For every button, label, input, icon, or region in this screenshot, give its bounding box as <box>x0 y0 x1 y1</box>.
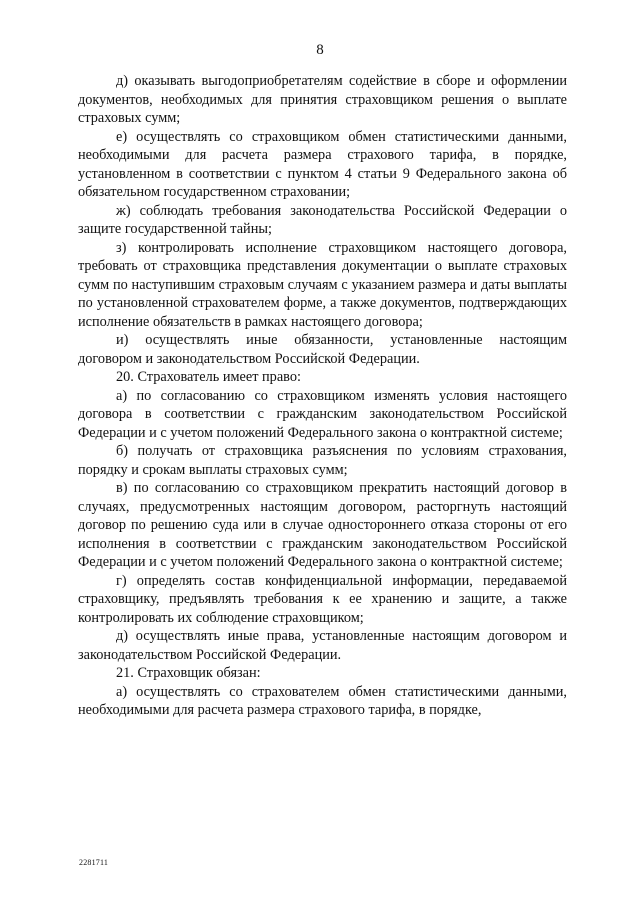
document-code: 2281711 <box>79 858 109 867</box>
page-number: 8 <box>316 42 324 58</box>
body-text <box>78 72 567 720</box>
paragraph-v-terminate-contract: в) по согласованию со страховщиком прекратить настоящий договор в случаях, предусмотренных настоящим договором, расторгнуть настоящий договор по решению суда или в случае одностороннего отказа стороны от его исполнения в соответствии с гражданским законодательством Российской Федерации и с учетом положений Федерального закона о контрактной системе; <box>78 480 567 570</box>
paragraph-i-other-duties: и) осуществлять иные обязанности, установленные настоящим договором и законодательством Российской Федерации. <box>78 332 567 367</box>
paragraph-zh-state-secret: ж) соблюдать требования законодательства Российской Федерации о защите государственной тайны; <box>78 202 567 237</box>
paragraph-g-confidential-info: г) определять состав конфиденциальной информации, передаваемой страховщику, предъявлять требования к ее хранению и защите, а также контролировать их соблюдение страховщиком; <box>78 572 567 626</box>
section-21-heading: 21. Страховщик обязан: <box>116 665 261 681</box>
paragraph-z-control-execution: з) контролировать исполнение страховщиком настоящего договора, требовать от страховщика представления документации о выплате страховых сумм по наступившим страховым случаям с указанием размера и даты выплаты по установленной страхователем форме, а также документов, подтверждающих исполнение обязательств в рамках настоящего договора; <box>78 239 567 330</box>
paragraph-a-change-terms: а) по согласованию со страховщиком изменять условия настоящего договора в соответствии с гражданским законодательством Российской Федерации и с учетом положений Федерального закона о контрактной системе; <box>78 387 567 441</box>
paragraph-b-explanations: б) получать от страховщика разъяснения по условиям страхования, порядку и срокам выплаты страховых сумм; <box>78 443 567 478</box>
paragraph-e-statistics-exchange: е) осуществлять со страховщиком обмен статистическими данными, необходимыми для расчета размера страхового тарифа, в порядке, установленном в соответствии с пунктом 4 статьи 9 Федерального закона об обязательном государственном страховании; <box>78 128 567 200</box>
paragraph-d-other-rights: д) осуществлять иные права, установленные настоящим договором и законодательством Российской Федерации. <box>78 628 567 663</box>
paragraph-d-assist-beneficiaries: д) оказывать выгодоприобретателям содействие в сборе и оформлении документов, необходимых для принятия страховщиком решения о выплате страховых сумм; <box>78 73 567 126</box>
section-20-heading: 20. Страхователь имеет право: <box>116 369 301 385</box>
paragraph-a-insurer-statistics: а) осуществлять со страхователем обмен статистическими данными, необходимыми для расчета размера страхового тарифа, в порядке, <box>78 683 567 718</box>
